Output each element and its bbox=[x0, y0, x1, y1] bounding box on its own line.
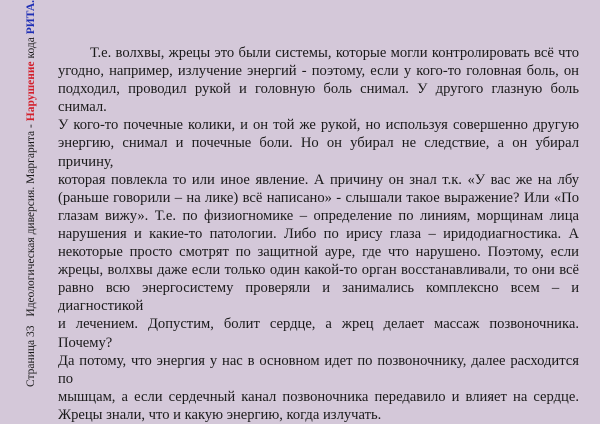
paragraph-line: У кого-то почечные колики, и он той же рукой, но используя совершенно другую bbox=[58, 117, 579, 134]
page-sidebar bbox=[19, 0, 45, 423]
paragraph-line: Т.е. волхвы, жрецы это были системы, которые могли контролировать всё что bbox=[90, 45, 579, 61]
title-code: РИТА. bbox=[25, 0, 38, 35]
paragraph-line: мышцам, а если сердечный канал позвоночника передавило и влияет на сердце. bbox=[58, 388, 579, 405]
title-highlight: Нарушение bbox=[25, 61, 38, 122]
paragraph-line: равно всю энергосистему проверяли и занимались комплексно всем – и диагностикой bbox=[58, 280, 579, 315]
paragraph-line: подходил, проводил рукой и головную боль снимал. У другого глазную боль снимал. bbox=[58, 81, 579, 116]
paragraph-line: нарушения и какие-то патологии. Либо по ирису глаза – иридодиагностика. А bbox=[58, 225, 579, 242]
paragraph-line: которая повлекла то или иное явление. А причину он знал т.к. «У вас же на лбу bbox=[58, 171, 579, 188]
paragraph-line: Жрецы знали, что и какую энергию, когда излучать. bbox=[58, 406, 382, 423]
paragraph-line: и лечением. Допустим, болит сердце, а жрец делает массаж позвоночника. Почему? bbox=[58, 316, 579, 351]
document-title bbox=[26, 0, 38, 317]
paragraph-line: некоторые просто смотрят по защитной ауре, где что нарушено. Поэтому, если bbox=[58, 244, 579, 261]
paragraph-line: (раньше говорили – на лике) всё написано» - слышали такое выражение? Или «По bbox=[58, 189, 579, 206]
title-middle: кода bbox=[25, 34, 38, 62]
paragraph-line: угодно, например, излучение энергий - поэтому, если у кого-то головная боль, он bbox=[58, 63, 579, 80]
page-number: Страница 33 bbox=[25, 325, 38, 387]
paragraph-line: энергию, снимал и почечные боли. Но он убирал не следствие, а он убирал причину, bbox=[58, 135, 579, 170]
body-paragraph bbox=[58, 44, 579, 424]
paragraph-line: глазам вижу». Т.е. по физиогномике – определение по линиям, морщинам лица bbox=[58, 207, 579, 224]
paragraph-line: Да потому, что энергия у нас в основном идет по позвоночнику, далее расходится по bbox=[58, 352, 579, 387]
paragraph-line: жрецы, волхвы даже если только один какой-то орган восстанавливали, то они всё bbox=[58, 262, 579, 279]
title-prefix: Идеологическая диверсия. Маргарита - bbox=[25, 121, 38, 317]
